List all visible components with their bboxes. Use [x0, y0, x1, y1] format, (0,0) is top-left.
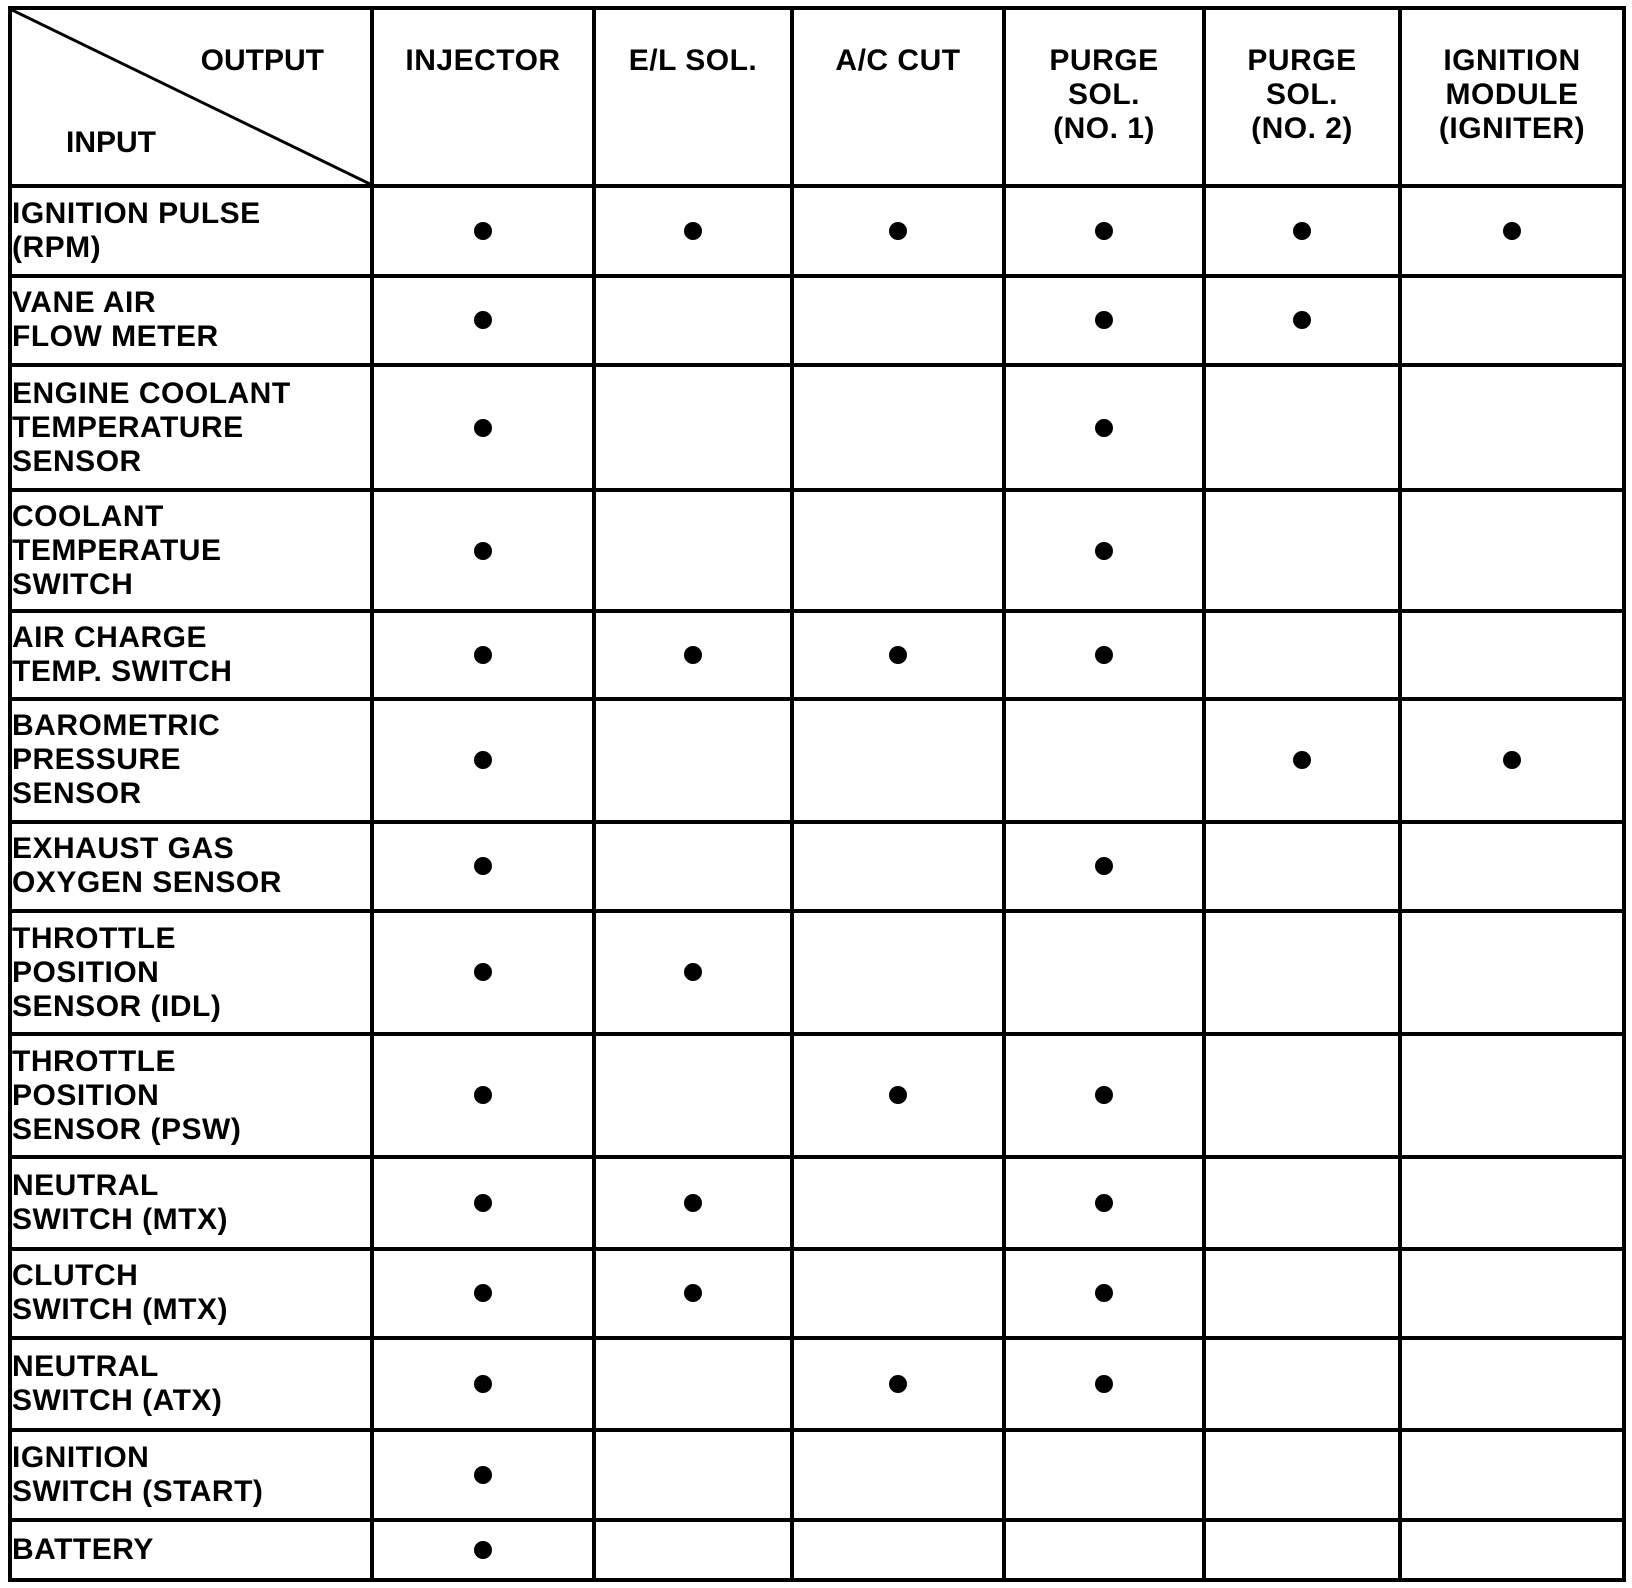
row-label: IGNITION SWITCH (START) [10, 1430, 372, 1520]
matrix-cell [792, 611, 1004, 699]
matrix-cell [372, 490, 594, 611]
matrix-cell [372, 822, 594, 912]
matrix-cell [1204, 611, 1400, 699]
matrix-cell [372, 911, 594, 1034]
input-output-matrix [8, 6, 1622, 1582]
matrix-cell [1400, 276, 1624, 366]
dot-icon [889, 646, 907, 664]
matrix-cell [372, 1157, 594, 1249]
dot-icon [1293, 311, 1311, 329]
dot-icon [474, 751, 492, 769]
dot-icon [684, 646, 702, 664]
dot-icon [474, 542, 492, 560]
matrix-cell [594, 611, 792, 699]
matrix-cell [594, 822, 792, 912]
matrix-cell [372, 1034, 594, 1157]
matrix-cell [594, 186, 792, 276]
dot-icon [1095, 1194, 1113, 1212]
dot-icon [474, 222, 492, 240]
matrix-cell [1004, 276, 1204, 366]
row-label: IGNITION PULSE (RPM) [10, 186, 372, 276]
dot-icon [474, 1194, 492, 1212]
row-label: BATTERY [10, 1520, 372, 1581]
corner-header-cell [10, 8, 372, 186]
dot-icon [474, 963, 492, 981]
matrix-cell [1204, 276, 1400, 366]
matrix-cell [1400, 1338, 1624, 1430]
dot-icon [474, 311, 492, 329]
dot-icon [889, 222, 907, 240]
dot-icon [474, 646, 492, 664]
matrix-cell [1204, 822, 1400, 912]
column-header: E/L SOL. [594, 8, 792, 186]
matrix-cell [372, 1430, 594, 1520]
dot-icon [474, 419, 492, 437]
matrix-cell [1204, 1157, 1400, 1249]
matrix-cell [1204, 699, 1400, 822]
matrix-cell [792, 490, 1004, 611]
matrix-cell [1400, 1430, 1624, 1520]
matrix-cell [1004, 1157, 1204, 1249]
matrix-cell [1204, 1249, 1400, 1339]
dot-icon [684, 222, 702, 240]
row-label: AIR CHARGE TEMP. SWITCH [10, 611, 372, 699]
row-label: VANE AIR FLOW METER [10, 276, 372, 366]
dot-icon [1095, 542, 1113, 560]
matrix-cell [1400, 699, 1624, 822]
matrix-cell [594, 1034, 792, 1157]
matrix-cell [1204, 911, 1400, 1034]
matrix-cell [792, 365, 1004, 490]
matrix-cell [1400, 1249, 1624, 1339]
dot-icon [1095, 857, 1113, 875]
row-label: EXHAUST GAS OXYGEN SENSOR [10, 822, 372, 912]
matrix-row [10, 1249, 1624, 1339]
matrix-row [10, 365, 1624, 490]
matrix-cell [594, 276, 792, 366]
matrix-cell [1400, 911, 1624, 1034]
matrix-cell [372, 365, 594, 490]
matrix-row [10, 611, 1624, 699]
matrix-cell [1400, 1157, 1624, 1249]
dot-icon [1503, 751, 1521, 769]
matrix-cell [792, 1157, 1004, 1249]
matrix-cell [1004, 1034, 1204, 1157]
dot-icon [1095, 419, 1113, 437]
matrix-table [8, 6, 1626, 1582]
matrix-row [10, 276, 1624, 366]
dot-icon [889, 1086, 907, 1104]
matrix-cell [372, 1520, 594, 1581]
dot-icon [474, 1375, 492, 1393]
dot-icon [684, 1194, 702, 1212]
dot-icon [474, 1466, 492, 1484]
dot-icon [474, 1086, 492, 1104]
dot-icon [474, 1541, 492, 1559]
matrix-row [10, 1157, 1624, 1249]
matrix-cell [594, 1249, 792, 1339]
matrix-cell [1004, 1430, 1204, 1520]
dot-icon [684, 963, 702, 981]
row-label: ENGINE COOLANT TEMPERATURE SENSOR [10, 365, 372, 490]
dot-icon [1293, 751, 1311, 769]
matrix-cell [372, 1249, 594, 1339]
matrix-cell [1004, 822, 1204, 912]
matrix-cell [594, 1157, 792, 1249]
dot-icon [474, 857, 492, 875]
matrix-cell [1400, 822, 1624, 912]
matrix-row [10, 490, 1624, 611]
column-header: IGNITION MODULE (IGNITER) [1400, 8, 1624, 186]
matrix-cell [1400, 365, 1624, 490]
row-label: BAROMETRIC PRESSURE SENSOR [10, 699, 372, 822]
matrix-cell [1004, 490, 1204, 611]
row-label: NEUTRAL SWITCH (ATX) [10, 1338, 372, 1430]
row-label: NEUTRAL SWITCH (MTX) [10, 1157, 372, 1249]
column-header: INJECTOR [372, 8, 594, 186]
column-header: PURGE SOL. (NO. 2) [1204, 8, 1400, 186]
output-axis-label: OUTPUT [200, 44, 324, 77]
input-axis-label: INPUT [66, 126, 156, 159]
matrix-cell [594, 365, 792, 490]
matrix-cell [1204, 186, 1400, 276]
matrix-cell [372, 699, 594, 822]
matrix-row [10, 1430, 1624, 1520]
dot-icon [1095, 222, 1113, 240]
matrix-cell [1004, 1249, 1204, 1339]
matrix-cell [594, 1338, 792, 1430]
matrix-cell [792, 276, 1004, 366]
matrix-cell [1400, 1034, 1624, 1157]
matrix-cell [1204, 1338, 1400, 1430]
row-label: THROTTLE POSITION SENSOR (IDL) [10, 911, 372, 1034]
matrix-row [10, 911, 1624, 1034]
matrix-row [10, 1338, 1624, 1430]
matrix-cell [792, 1249, 1004, 1339]
row-label: CLUTCH SWITCH (MTX) [10, 1249, 372, 1339]
dot-icon [684, 1284, 702, 1302]
row-label: COOLANT TEMPERATUE SWITCH [10, 490, 372, 611]
matrix-row [10, 699, 1624, 822]
matrix-row [10, 822, 1624, 912]
dot-icon [1503, 222, 1521, 240]
matrix-cell [1204, 365, 1400, 490]
dot-icon [1095, 1086, 1113, 1104]
dot-icon [474, 1284, 492, 1302]
matrix-cell [792, 1034, 1004, 1157]
matrix-cell [1400, 611, 1624, 699]
matrix-cell [372, 611, 594, 699]
matrix-cell [1204, 1034, 1400, 1157]
matrix-cell [372, 276, 594, 366]
column-header: PURGE SOL. (NO. 1) [1004, 8, 1204, 186]
matrix-cell [1400, 490, 1624, 611]
matrix-cell [594, 1430, 792, 1520]
matrix-cell [792, 186, 1004, 276]
matrix-cell [1400, 186, 1624, 276]
matrix-row [10, 1034, 1624, 1157]
matrix-cell [792, 1520, 1004, 1581]
dot-icon [1293, 222, 1311, 240]
matrix-cell [372, 186, 594, 276]
matrix-cell [1204, 1520, 1400, 1581]
header-row [10, 8, 1624, 186]
matrix-cell [792, 1338, 1004, 1430]
dot-icon [1095, 1284, 1113, 1302]
matrix-cell [792, 1430, 1004, 1520]
matrix-cell [1400, 1520, 1624, 1581]
matrix-cell [792, 822, 1004, 912]
row-label: THROTTLE POSITION SENSOR (PSW) [10, 1034, 372, 1157]
matrix-cell [1004, 365, 1204, 490]
matrix-cell [1004, 1520, 1204, 1581]
dot-icon [1095, 646, 1113, 664]
matrix-cell [594, 490, 792, 611]
matrix-cell [1004, 911, 1204, 1034]
matrix-cell [1004, 1338, 1204, 1430]
matrix-cell [792, 699, 1004, 822]
column-header: A/C CUT [792, 8, 1004, 186]
matrix-body [10, 186, 1624, 1580]
matrix-row [10, 186, 1624, 276]
matrix-row [10, 1520, 1624, 1581]
dot-icon [1095, 1375, 1113, 1393]
matrix-cell [1004, 699, 1204, 822]
dot-icon [1095, 311, 1113, 329]
matrix-cell [1204, 490, 1400, 611]
dot-icon [889, 1375, 907, 1393]
matrix-cell [372, 1338, 594, 1430]
matrix-cell [1204, 1430, 1400, 1520]
matrix-cell [594, 699, 792, 822]
matrix-cell [594, 1520, 792, 1581]
matrix-cell [594, 911, 792, 1034]
matrix-cell [792, 911, 1004, 1034]
matrix-cell [1004, 611, 1204, 699]
matrix-cell [1004, 186, 1204, 276]
